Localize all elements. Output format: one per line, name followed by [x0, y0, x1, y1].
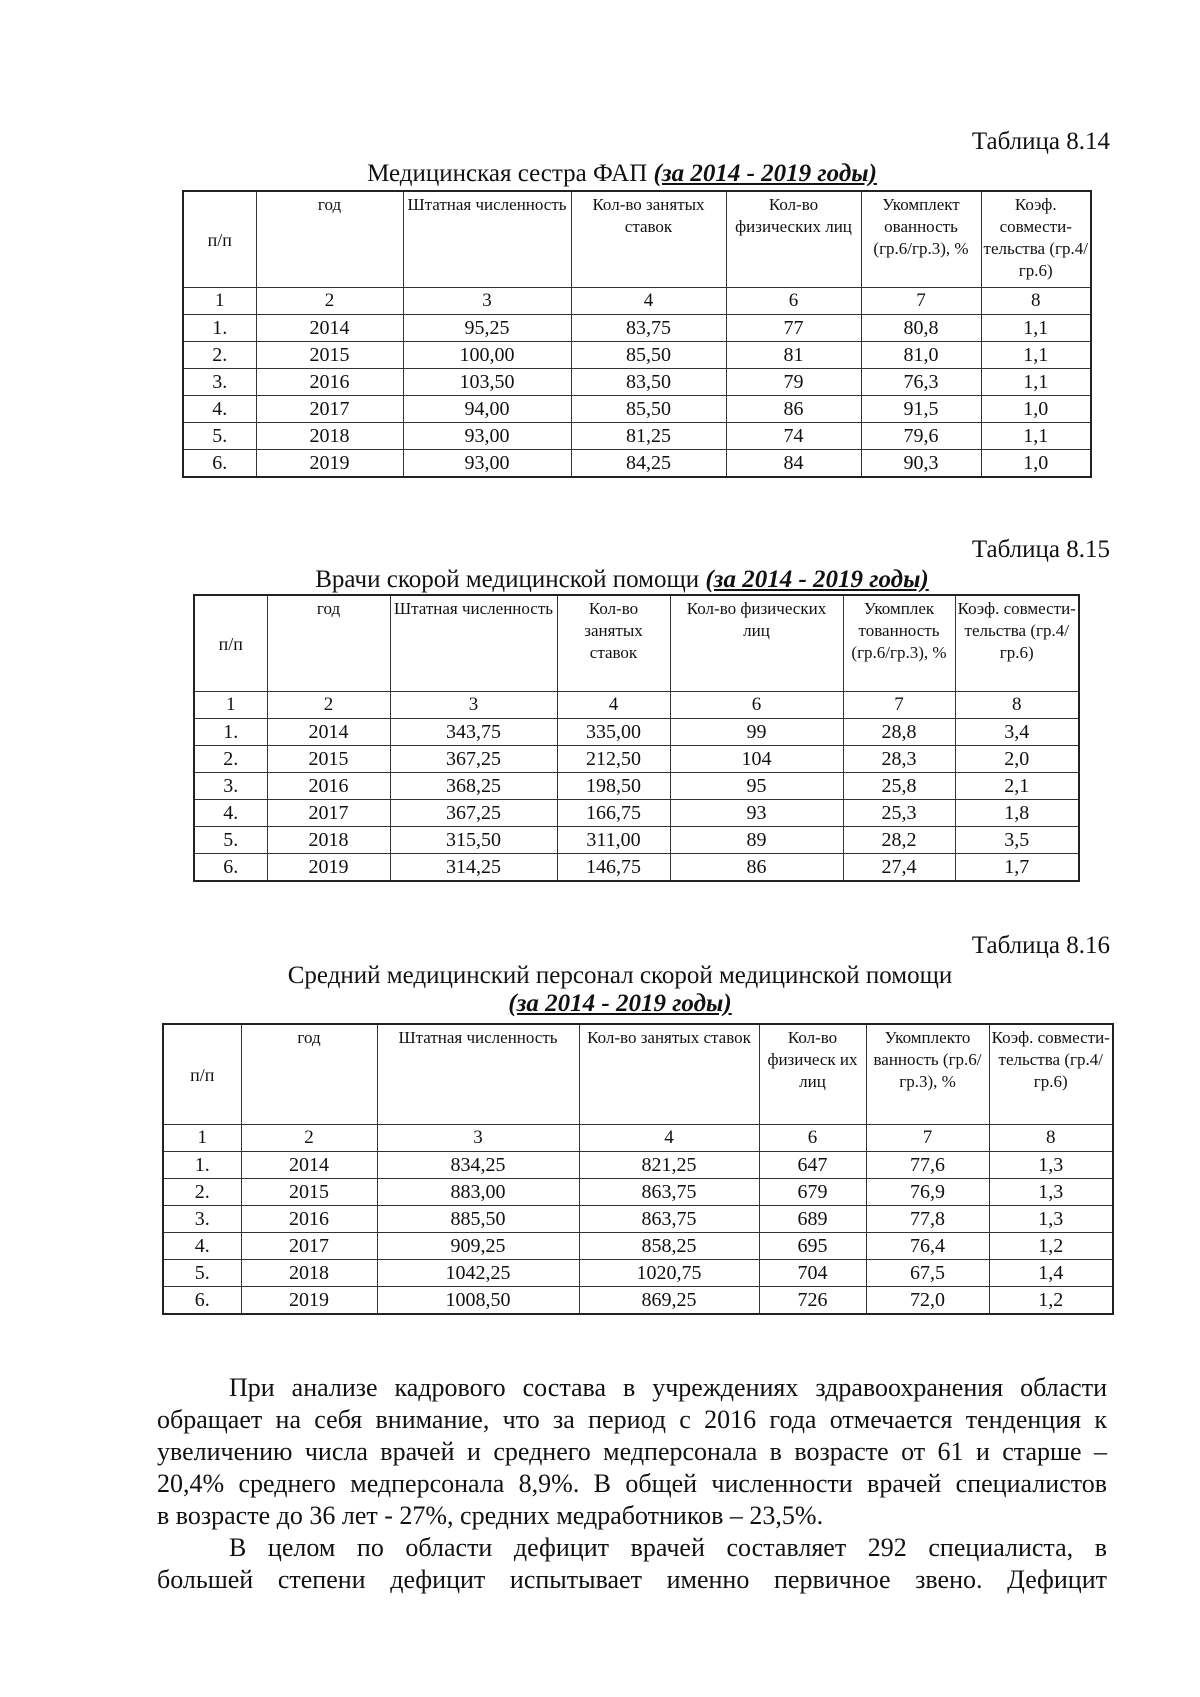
table-cell: 1008,50 — [377, 1286, 579, 1314]
table-cell: 93,00 — [403, 449, 571, 477]
table-cell: 2018 — [267, 826, 390, 853]
table-cell: 77,6 — [866, 1151, 989, 1178]
table-cell: 91,5 — [861, 395, 981, 422]
column-number-row — [183, 287, 1091, 314]
table-cell: 3. — [194, 772, 267, 799]
table-cell: 2015 — [267, 745, 390, 772]
table-cell: 72,0 — [866, 1286, 989, 1314]
table-cell: 198,50 — [557, 772, 670, 799]
table-cell: 2014 — [241, 1151, 377, 1178]
table-cell: 1,1 — [981, 341, 1091, 368]
table-cell: 25,3 — [843, 799, 955, 826]
table-cell: 1,2 — [989, 1232, 1113, 1259]
table-cell: 85,50 — [571, 341, 726, 368]
table-8-15 — [193, 594, 1080, 882]
table-cell: 863,75 — [579, 1205, 759, 1232]
table-title: Средний медицинский персонал скорой медицинской помощи — [287, 962, 953, 989]
table-cell: 821,25 — [579, 1151, 759, 1178]
table-cell: 2015 — [241, 1178, 377, 1205]
table-cell: 99 — [670, 718, 843, 745]
table-cell: 1,2 — [989, 1286, 1113, 1314]
column-number: 6 — [759, 1124, 866, 1151]
column-header: Штатная численность — [403, 191, 571, 287]
header-row — [183, 191, 1091, 287]
table-title — [182, 160, 1062, 188]
column-number: 8 — [989, 1124, 1113, 1151]
table-cell: 679 — [759, 1178, 866, 1205]
column-number: 7 — [861, 287, 981, 314]
column-header: Укомплек тованность (гр.6/гр.3), % — [843, 595, 955, 691]
table-cell: 28,3 — [843, 745, 955, 772]
table-row — [194, 799, 1079, 826]
column-number: 1 — [194, 691, 267, 718]
table-cell: 1,8 — [955, 799, 1079, 826]
table-cell: 695 — [759, 1232, 866, 1259]
table-cell: 3. — [183, 368, 256, 395]
column-number-row — [163, 1124, 1113, 1151]
paragraph-line: в возрасте до 36 лет - 27%, средних медработников – 23,5%. — [157, 1501, 824, 1530]
table-cell: 2016 — [256, 368, 403, 395]
column-number: 7 — [843, 691, 955, 718]
table-cell: 90,3 — [861, 449, 981, 477]
table-row — [183, 341, 1091, 368]
column-number: 2 — [241, 1124, 377, 1151]
table-row — [183, 314, 1091, 341]
table-cell: 79,6 — [861, 422, 981, 449]
column-number: 1 — [163, 1124, 241, 1151]
header-row — [163, 1024, 1113, 1124]
table-cell: 81,25 — [571, 422, 726, 449]
table-number: Таблица 8.15 — [971, 536, 1110, 563]
table-cell: 909,25 — [377, 1232, 579, 1259]
table-row — [194, 826, 1079, 853]
table-cell: 2. — [163, 1178, 241, 1205]
column-header: Кол-во физическ их лиц — [759, 1024, 866, 1124]
table-cell: 2018 — [256, 422, 403, 449]
column-header: Укомплекто ванность (гр.6/гр.3), % — [866, 1024, 989, 1124]
table-cell: 1,3 — [989, 1205, 1113, 1232]
column-number: 2 — [267, 691, 390, 718]
column-number: 8 — [981, 287, 1091, 314]
column-header: Штатная численность — [377, 1024, 579, 1124]
table-cell: 95,25 — [403, 314, 571, 341]
column-header: п/п — [163, 1024, 241, 1124]
paragraph-line: большей степени дефицит испытывает именно первичное звено. Дефицит — [157, 1565, 1107, 1594]
table-title-text: Медицинская сестра ФАП — [367, 160, 648, 187]
table-cell: 863,75 — [579, 1178, 759, 1205]
table-cell: 1042,25 — [377, 1259, 579, 1286]
table-cell: 95 — [670, 772, 843, 799]
deficit-paragraph — [157, 1532, 1107, 1596]
table-row — [163, 1178, 1113, 1205]
table-cell: 2019 — [256, 449, 403, 477]
table-cell: 2019 — [267, 853, 390, 881]
table-cell: 81 — [726, 341, 861, 368]
table-cell: 1020,75 — [579, 1259, 759, 1286]
table-cell: 2,0 — [955, 745, 1079, 772]
table-cell: 647 — [759, 1151, 866, 1178]
table-cell: 5. — [194, 826, 267, 853]
table-cell: 6. — [163, 1286, 241, 1314]
table-cell: 1. — [183, 314, 256, 341]
table-cell: 77 — [726, 314, 861, 341]
table-cell: 146,75 — [557, 853, 670, 881]
table-cell: 1,7 — [955, 853, 1079, 881]
column-number: 8 — [955, 691, 1079, 718]
table-cell: 1,3 — [989, 1178, 1113, 1205]
header-row — [194, 595, 1079, 691]
table-row — [183, 449, 1091, 477]
table-cell: 704 — [759, 1259, 866, 1286]
table-cell: 27,4 — [843, 853, 955, 881]
table-cell: 883,00 — [377, 1178, 579, 1205]
column-header: п/п — [194, 595, 267, 691]
table-cell: 1. — [163, 1151, 241, 1178]
column-number: 4 — [557, 691, 670, 718]
table-cell: 1,1 — [981, 314, 1091, 341]
table-cell: 74 — [726, 422, 861, 449]
table-cell: 94,00 — [403, 395, 571, 422]
table-cell: 311,00 — [557, 826, 670, 853]
column-number: 4 — [571, 287, 726, 314]
column-header: Коэф. совмести-тельства (гр.4/гр.6) — [989, 1024, 1113, 1124]
analysis-paragraph — [157, 1372, 1107, 1532]
table-cell: 2015 — [256, 341, 403, 368]
table-cell: 103,50 — [403, 368, 571, 395]
table-cell: 368,25 — [390, 772, 557, 799]
table-title-period: (за 2014 - 2019 годы) — [705, 566, 929, 593]
table-title-period: (за 2014 - 2019 годы) — [508, 990, 732, 1017]
column-header: Кол-во занятых ставок — [579, 1024, 759, 1124]
table-row — [163, 1205, 1113, 1232]
column-header: год — [267, 595, 390, 691]
table-cell: 76,4 — [866, 1232, 989, 1259]
table-cell: 76,9 — [866, 1178, 989, 1205]
table-cell: 83,75 — [571, 314, 726, 341]
table-cell: 2. — [183, 341, 256, 368]
column-header: п/п — [183, 191, 256, 287]
table-cell: 86 — [726, 395, 861, 422]
table-cell: 315,50 — [390, 826, 557, 853]
column-number: 2 — [256, 287, 403, 314]
table-row — [183, 395, 1091, 422]
column-number: 7 — [866, 1124, 989, 1151]
table-cell: 76,3 — [861, 368, 981, 395]
table-cell: 3,5 — [955, 826, 1079, 853]
table-cell: 2016 — [241, 1205, 377, 1232]
table-cell: 83,50 — [571, 368, 726, 395]
table-cell: 689 — [759, 1205, 866, 1232]
table-cell: 100,00 — [403, 341, 571, 368]
table-cell: 79 — [726, 368, 861, 395]
table-8-14 — [182, 190, 1092, 478]
table-cell: 858,25 — [579, 1232, 759, 1259]
table-cell: 1,0 — [981, 449, 1091, 477]
table-row — [183, 368, 1091, 395]
table-cell: 2014 — [267, 718, 390, 745]
table-cell: 1,0 — [981, 395, 1091, 422]
table-cell: 1. — [194, 718, 267, 745]
table-cell: 86 — [670, 853, 843, 881]
column-header: Штатная численность — [390, 595, 557, 691]
table-cell: 885,50 — [377, 1205, 579, 1232]
column-number: 6 — [726, 287, 861, 314]
table-cell: 2017 — [267, 799, 390, 826]
table-row — [183, 422, 1091, 449]
table-row — [194, 745, 1079, 772]
table-cell: 4. — [163, 1232, 241, 1259]
table-row — [163, 1259, 1113, 1286]
table-cell: 77,8 — [866, 1205, 989, 1232]
column-number: 3 — [390, 691, 557, 718]
table-title-text: Врачи скорой медицинской помощи — [315, 566, 700, 593]
column-number: 4 — [579, 1124, 759, 1151]
table-cell: 2017 — [256, 395, 403, 422]
table-row — [163, 1232, 1113, 1259]
table-cell: 2019 — [241, 1286, 377, 1314]
table-cell: 5. — [183, 422, 256, 449]
table-number: Таблица 8.14 — [971, 128, 1110, 155]
table-cell: 81,0 — [861, 341, 981, 368]
table-title-period: (за 2014 - 2019 годы) — [653, 160, 877, 187]
table-cell: 84,25 — [571, 449, 726, 477]
table-cell: 93 — [670, 799, 843, 826]
table-cell: 4. — [194, 799, 267, 826]
table-cell: 2. — [194, 745, 267, 772]
column-header: Укомплект ованность (гр.6/гр.3), % — [861, 191, 981, 287]
table-title — [182, 566, 1062, 594]
table-cell: 869,25 — [579, 1286, 759, 1314]
column-header: Кол-во физических лиц — [670, 595, 843, 691]
table-cell: 104 — [670, 745, 843, 772]
paragraph-line: В целом по области дефицит врачей составляет 292 специалиста, в — [229, 1533, 1107, 1562]
column-header: Кол-во физических лиц — [726, 191, 861, 287]
table-cell: 80,8 — [861, 314, 981, 341]
column-header: Коэф. совмести-тельства (гр.4/гр.6) — [981, 191, 1091, 287]
paragraph-line: обращает на себя внимание, что за период с 2016 года отмечается тенденция к — [157, 1405, 1107, 1434]
table-cell: 28,8 — [843, 718, 955, 745]
column-number: 6 — [670, 691, 843, 718]
table-cell: 212,50 — [557, 745, 670, 772]
table-row — [194, 772, 1079, 799]
table-cell: 5. — [163, 1259, 241, 1286]
table-cell: 2016 — [267, 772, 390, 799]
table-row — [194, 718, 1079, 745]
paragraph-line: 20,4% среднего медперсонала 8,9%. В общей численности врачей специалистов — [157, 1469, 1107, 1498]
table-cell: 367,25 — [390, 745, 557, 772]
column-number: 3 — [377, 1124, 579, 1151]
table-cell: 84 — [726, 449, 861, 477]
table-cell: 1,3 — [989, 1151, 1113, 1178]
table-cell: 367,25 — [390, 799, 557, 826]
table-row — [194, 853, 1079, 881]
table-cell: 1,4 — [989, 1259, 1113, 1286]
table-cell: 166,75 — [557, 799, 670, 826]
table-cell: 834,25 — [377, 1151, 579, 1178]
paragraph-line: При анализе кадрового состава в учреждениях здравоохранения области — [229, 1373, 1107, 1402]
column-header: Кол-во занятых ставок — [557, 595, 670, 691]
table-cell: 1,1 — [981, 368, 1091, 395]
table-cell: 314,25 — [390, 853, 557, 881]
table-cell: 3,4 — [955, 718, 1079, 745]
column-header: год — [241, 1024, 377, 1124]
table-cell: 2014 — [256, 314, 403, 341]
table-8-16 — [162, 1023, 1114, 1315]
column-number: 1 — [183, 287, 256, 314]
column-header: Кол-во занятых ставок — [571, 191, 726, 287]
table-cell: 335,00 — [557, 718, 670, 745]
column-header: Коэф. совмести-тельства (гр.4/гр.6) — [955, 595, 1079, 691]
table-row — [163, 1151, 1113, 1178]
table-cell: 89 — [670, 826, 843, 853]
table-cell: 3. — [163, 1205, 241, 1232]
table-cell: 67,5 — [866, 1259, 989, 1286]
table-cell: 2017 — [241, 1232, 377, 1259]
column-number: 3 — [403, 287, 571, 314]
table-title-period-line — [160, 990, 1080, 1018]
paragraph-line: увеличению числа врачей и среднего медперсонала в возрасте от 61 и старше – — [157, 1437, 1107, 1466]
table-cell: 4. — [183, 395, 256, 422]
column-header: год — [256, 191, 403, 287]
column-number-row — [194, 691, 1079, 718]
table-cell: 6. — [183, 449, 256, 477]
table-cell: 2,1 — [955, 772, 1079, 799]
table-cell: 85,50 — [571, 395, 726, 422]
table-cell: 6. — [194, 853, 267, 881]
table-number: Таблица 8.16 — [971, 932, 1110, 959]
table-cell: 93,00 — [403, 422, 571, 449]
table-row — [163, 1286, 1113, 1314]
table-cell: 28,2 — [843, 826, 955, 853]
table-cell: 726 — [759, 1286, 866, 1314]
table-cell: 2018 — [241, 1259, 377, 1286]
table-cell: 25,8 — [843, 772, 955, 799]
table-cell: 1,1 — [981, 422, 1091, 449]
table-cell: 343,75 — [390, 718, 557, 745]
